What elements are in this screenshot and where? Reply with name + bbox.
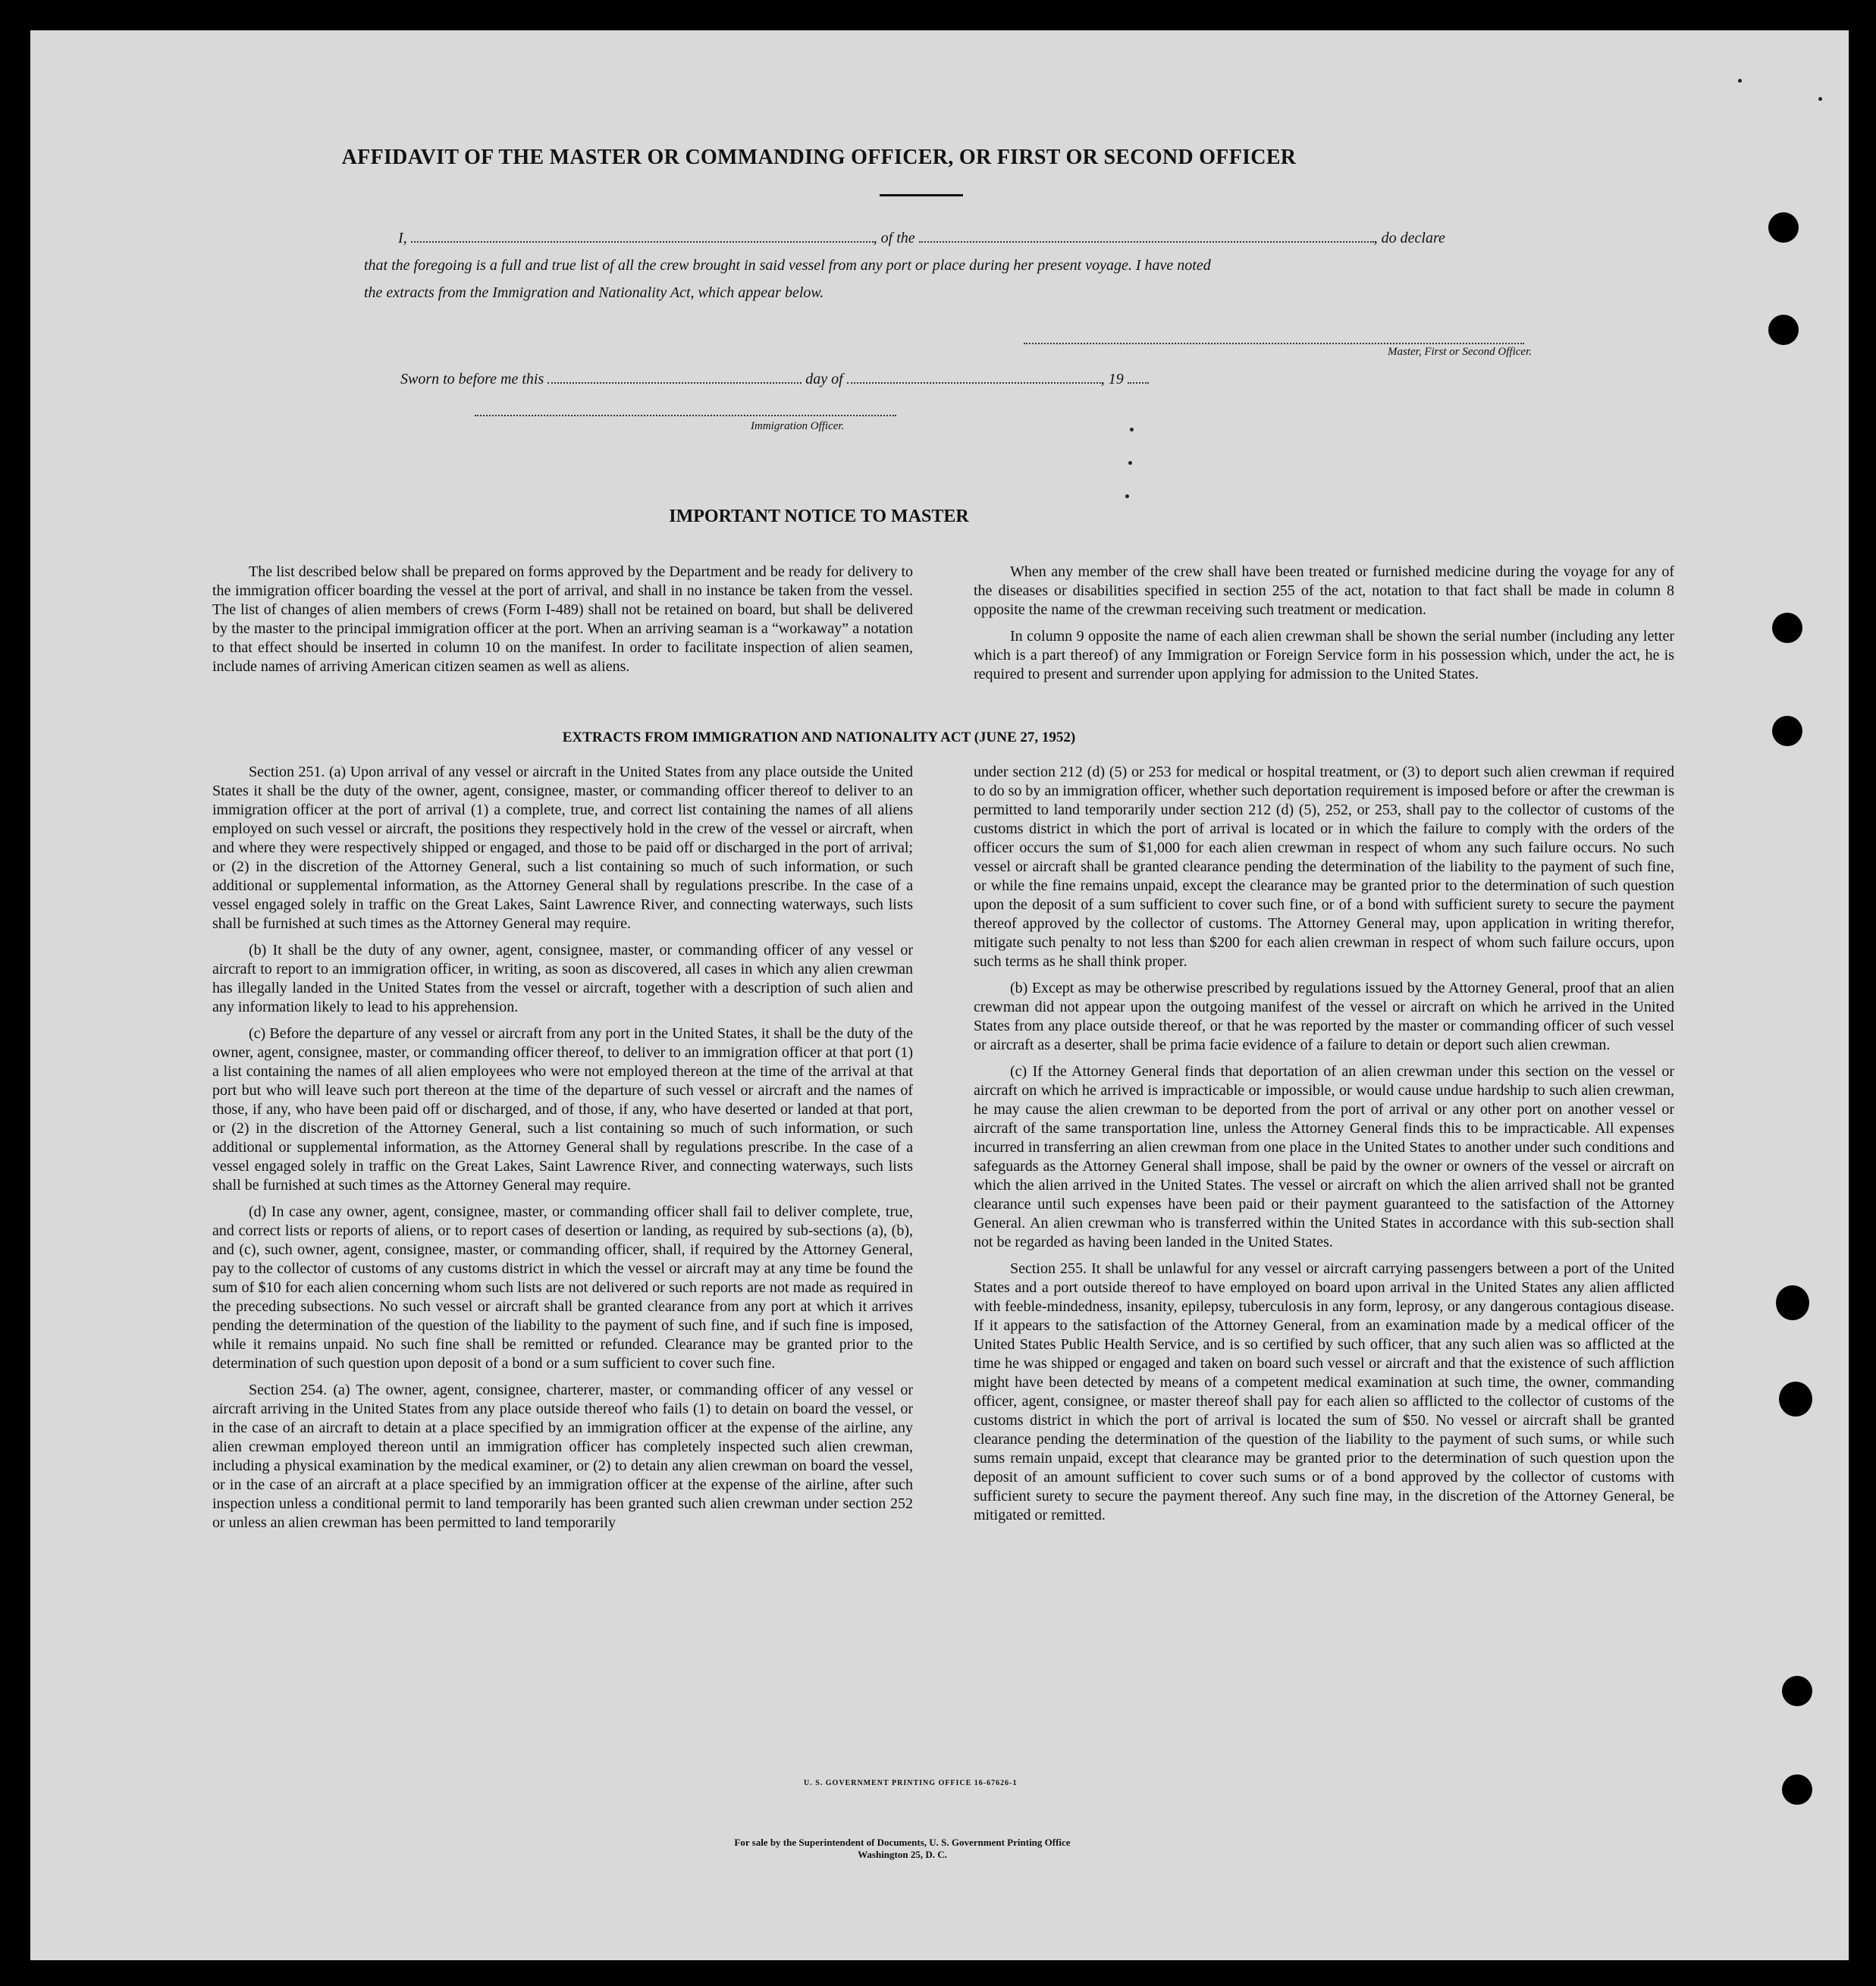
sworn-year-field[interactable] [1128,382,1149,384]
affidavit-title: AFFIDAVIT OF THE MASTER OR COMMANDING OFFICER, OR FIRST OR SECOND OFFICER [341,146,1297,169]
scan-speck [1125,494,1129,498]
immigration-caption: Immigration Officer. [751,420,845,432]
sale-line-1: For sale by the Superintendent of Documents, U. S. Government Printing Office [734,1837,1071,1848]
section-254-a-continued: under section 212 (d) (5) or 253 for medical or hospital treatment, or (3) to deport such alien crewman if required to do so by an immigration officer, whether such deportation requirement is imposed before or after the crewman is permitted to land temporarily under section 212 (d) (5), 252, or 253, shall pay to the collector of customs of the customs district in which the port of arrival is located or in which the failure to comply with the orders of the officer occurs the sum of $1,000 for each alien crewman in respect of whom any such failure occurs. No such vessel or aircraft shall be granted clearance pending the determination of the liability to the payment of such fine, or while the fine remains unpaid, except the clearance may be granted prior to the determination of such question upon the deposit of a sum sufficient to cover such fine, or of a bond with sufficient surety to secure the payment thereof approved by the collector of customs. The Attorney General may, upon application in writing therefor, mitigate such penalty to not less than $200 for each alien crewman in respect of whom such failure occurs, upon such terms as he shall think proper. [974,764,1674,970]
of-the-label: , of the [873,230,915,246]
extracts-title: EXTRACTS FROM IMMIGRATION AND NATIONALITY ACT (JUNE 27, 1952) [562,729,1076,745]
notice-left-paragraph: The list described below shall be prepared on forms approved by the Department and be ready for delivery to the immigration officer boarding the vessel at the port of arrival, and shall in no instance be taken from the vessel. The list of changes of alien members of crews (Form I-489) shall not be retained on board, but shall be delivered by the master to the principal immigration officer at the port. When an arriving seaman is a “workaway” a notation to that effect should be inserted in column 10 on the manifest. In order to facilitate inspection of alien seamen, include names of arriving American citizen seamen as well as aliens. [212,563,913,675]
punch-hole [1782,1676,1812,1706]
notice-right-column [974,563,1674,692]
year-label: , 19 [1100,371,1124,387]
scan-speck [1128,461,1132,465]
sale-notice [561,1837,1244,1861]
day-of-label: day of [805,371,843,387]
section-251-c: (c) Before the departure of any vessel or aircraft from any port in the United States, it shall be the duty of the owner, agent, consignee, master, or commanding officer thereof, to deliver to an immigration officer at that port (1) a list containing the names of all alien employees who were not employed thereon at the time of the arrival at that port but who will leave such port thereon at the time of the departure of such vessel or aircraft and the names of those, if any, who have been paid off or discharged, and of those, if any, who have deserted or landed at that port, or (2) in the discretion of the Attorney General, such a list containing so much of such information, or such additional or supplemental information, as the Attorney General shall by regulations prescribe. In the case of a vessel engaged solely in traffic on the Great Lakes, Saint Lawrence River, and connecting waterways, such lists shall be furnished at such times as the Attorney General may require. [212,1025,913,1194]
section-251-d: (d) In case any owner, agent, consignee, master, or commanding officer shall fail to deliver complete, true, and correct lists or reports of aliens, or to report cases of desertion or landing, as required by sub-sections (a), (b), and (c), such owner, agent, consignee, master, or commanding officer, shall, if required by the Attorney General, pay to the collector of customs of any customs district in which the vessel or aircraft may at any time be found the sum of $10 for each alien concerning whom such lists are not delivered or such reports are not made as required in the preceding subsections. No such vessel or aircraft shall be granted clearance from any port at which it arrives pending the determination of the question of the liability to the payment of such fine, and if such fine is imposed, while it remains unpaid. No such fine shall be remitted or refunded. Clearance may be granted prior to the determination of such question upon deposit of a bond or a sum sufficient to cover such fine. [212,1203,913,1372]
sworn-day-field[interactable] [547,382,802,384]
title-rule [880,194,963,196]
vessel-field[interactable] [919,241,1374,243]
notice-title: IMPORTANT NOTICE TO MASTER [669,507,969,526]
extracts-right-column [974,763,1674,1533]
sworn-line [400,366,1310,394]
immigration-officer-line[interactable] [475,415,896,416]
sworn-month-field[interactable] [847,382,1101,384]
officer-caption: Master, First or Second Officer. [1388,346,1532,358]
extracts-left-column [212,763,913,1540]
section-254-a: Section 254. (a) The owner, agent, consignee, charterer, master, or commanding officer of any vessel or aircraft arriving in the United States from any place outside thereof who fails (1) to detain on board the vessel, or in the case of an aircraft to detain at a place specified by an immigration officer at the expense of the airline, any alien crewman employed thereon until an immigration officer has completely inspected such alien crewman, including a physical examination by the medical examiner, or (2) to detain any alien crewman on board the vessel, or in the case of an aircraft at a place specified by an immigration officer at the expense of the airline, after such inspection unless a conditional permit to land temporarily has been granted such alien crewman under section 252 or unless an alien crewman has been permitted to land temporarily [212,1382,913,1531]
scan-speck [1738,79,1742,83]
punch-hole [1768,212,1799,243]
officer-signature-line[interactable] [1024,343,1524,344]
notice-right-paragraph-2: In column 9 opposite the name of each alien crewman shall be shown the serial number (including any letter which is a part thereof) of any Immigration or Foreign Service form in his possession which, under the act, he is required to present and surrender upon applying for admission to the United States. [974,628,1674,682]
scan-speck [1130,428,1134,431]
sale-line-2: Washington 25, D. C. [858,1849,947,1860]
punch-hole [1772,716,1802,746]
declaration-line-2: the extracts from the Immigration and Nationality Act, which appear below. [364,284,824,301]
section-255: Section 255. It shall be unlawful for any vessel or aircraft carrying passengers between a port of the United States and a port outside thereof to have employed on board upon arrival in the United States any alien afflicted with feeble-mindedness, insanity, epilepsy, tuberculosis in any form, leprosy, or any dangerous contagious disease. If it appears to the satisfaction of the Attorney General, from an examination made by a medical officer of the United States Public Health Service, and is so certified by such officer, that any such alien was so afflicted at the time he was shipped or engaged and taken on board such vessel or aircraft and that the existence of such affliction might have been detected by means of a competent medical examination at such time, the owner, commanding officer, agent, consignee, or master thereof shall pay for each alien so afflicted to the collector of customs of the customs district in which the port of arrival is located the sum of $50. No vessel or aircraft shall be granted clearance pending the determination of the question of the liability to the payment of such sums, or while such sums remain unpaid, except that clearance may be granted prior to the determination of such question upon the deposit of an amount sufficient to cover such sums or of a bond approved by the collector of customs with sufficient surety to secure the payment thereof. Any such fine may, in the discretion of the Attorney General, be mitigated or remitted. [974,1260,1674,1523]
section-254-b: (b) Except as may be otherwise prescribed by regulations issued by the Attorney General, proof that an alien crewman did not appear upon the outgoing manifest of the vessel or aircraft on which he arrived in the United States from any place outside thereof, or that he was reported by the master or commanding officer of such vessel or aircraft as a deserter, shall be prima facie evidence of a failure to detain or deport such alien crewman. [974,980,1674,1053]
section-251-b: (b) It shall be the duty of any owner, agent, consignee, master, or commanding officer of any vessel or aircraft to report to an immigration officer, in writing, as soon as discovered, all cases in which any alien crewman has illegally landed in the United States from the vessel or aircraft, together with a description of such alien and any information likely to lead to his apprehension. [212,942,913,1015]
section-251-a: Section 251. (a) Upon arrival of any vessel or aircraft in the United States from any place outside the United States it shall be the duty of the owner, agent, consignee, master, or commanding officer thereof to deliver to an immigration officer at the port of arrival (1) a complete, true, and correct list containing the names of all aliens employed on such vessel or aircraft, the positions they respectively hold in the crew of the vessel or aircraft, when and where they were respectively shipped or engaged, and those to be paid off or discharged in the port of arrival; or (2) in the discretion of the Attorney General, such a list containing so much of such information, or such additional or supplemental information, as the Attorney General shall by regulations prescribe. In the case of a vessel engaged solely in traffic on the Great Lakes, Saint Lawrence River, and connecting waterways, such lists shall be furnished at such times as the Attorney General may require. [212,764,913,932]
section-254-c: (c) If the Attorney General finds that deportation of an alien crewman under this section on the vessel or aircraft on which he arrived is impracticable or impossible, or would cause undue hardship to such alien crewman, he may cause the alien crewman to be deported from the port of arrival or any other port on another vessel or aircraft of the same transportation line, unless the Attorney General finds this to be impracticable. All expenses incurred in transferring an alien crewman from one place in the United States to another under such conditions and safeguards as the Attorney General shall impose, shall be paid by the owner or owners of the vessel or aircraft on which the alien arrived in the United States. The vessel or aircraft on which the alien arrived shall not be granted clearance until such expenses have been paid or their payment guaranteed to the satisfaction of the Attorney General. An alien crewman who is transferred within the United States in accordance with this sub-section shall not be regarded as having been landed in the United States. [974,1063,1674,1250]
notice-left-column [212,563,913,684]
punch-hole [1768,315,1799,345]
punch-hole [1782,1774,1812,1805]
punch-hole [1772,613,1802,643]
declaration-line-1: that the foregoing is a full and true list of all the crew brought in said vessel from any port or place during her present voyage. I have noted [364,257,1211,274]
do-declare-label: , do declare [1373,230,1445,246]
i-label: I, [398,230,407,246]
printing-office-imprint: U. S. GOVERNMENT PRINTING OFFICE 16-67626-1 [804,1779,1018,1787]
punch-hole [1779,1382,1812,1417]
sworn-label: Sworn to before me this [400,371,544,387]
punch-hole [1776,1285,1809,1320]
document-page [30,30,1849,1960]
name-field[interactable] [411,241,874,243]
scan-speck [1818,97,1822,101]
notice-right-paragraph-1: When any member of the crew shall have been treated or furnished medicine during the voyage for any of the diseases or disabilities specified in section 255 of the act, notation to that fact shall be made in column 8 opposite the name of the crewman receiving such treatment or medication. [974,563,1674,618]
declaration-name-line [398,224,1566,253]
